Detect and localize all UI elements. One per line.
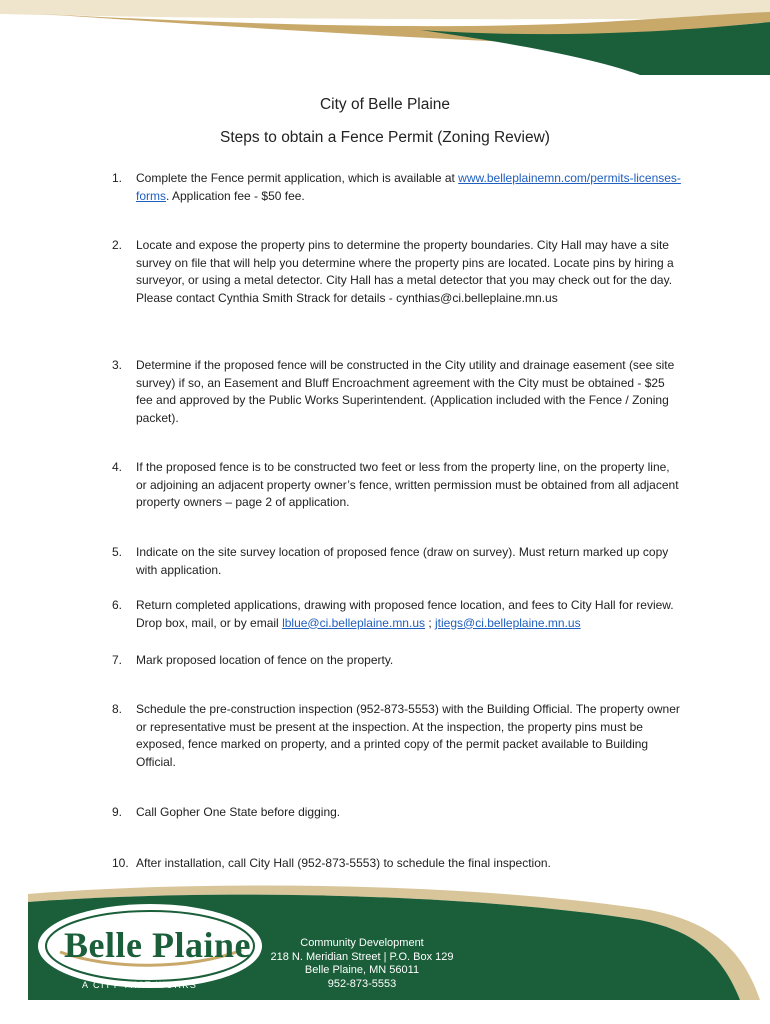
step-number: 5. [112, 545, 123, 559]
phone-number: 952-873-5553 [327, 977, 397, 990]
step-number: 8. [112, 702, 123, 716]
step-10 [112, 855, 682, 873]
step-number: 10. [112, 856, 129, 870]
step-number: 2. [112, 238, 123, 252]
step-number: 7. [112, 653, 123, 667]
department-name: Community Development [300, 937, 424, 949]
footer-contact [262, 937, 462, 991]
logo-tagline: A CITY THAT WORKS [82, 980, 198, 990]
step-text: If the proposed fence is to be constructed two feet or less from the property line, on the property line, or adjoining an adjacent property owner’s fence, written permission must be obtained from all adjacent property owners – page 2 of application. [136, 460, 679, 509]
step-number: 3. [112, 358, 123, 372]
step-text: Determine if the proposed fence will be constructed in the City utility and drainage easement (see site survey) if so, an Easement and Bluff Encroachment agreement with the City must be obtained - $25 fee and approved by the Public Works Superintendent. (Application included with the Fence / Zoning packet). [136, 358, 675, 425]
step-text: Call Gopher One State before digging. [136, 805, 341, 819]
step-text: . Application fee - $50 fee. [166, 188, 305, 203]
step-text: Locate and expose the property pins to determine the property boundaries. City Hall may have a site survey on file that will help you determine where the property pins are located. Locate pins by hiring a surveyor, or using a metal detector. City Hall has a metal detector that you may check out for the day. Please contact Cynthia Smith Strack for details - cynthias@ci.belleplaine.mn.us [136, 238, 674, 305]
step-number: 4. [112, 460, 123, 474]
permits-link[interactable]: www.belleplainemn.com/permits-licenses-forms [136, 171, 681, 203]
step-7 [112, 652, 682, 670]
email-link-jtiegs[interactable]: jtiegs@ci.belleplaine.mn.us [435, 615, 581, 630]
step-5 [112, 544, 682, 579]
address-line-2: Belle Plaine, MN 56011 [304, 964, 420, 976]
step-1 [112, 170, 682, 205]
step-text: Mark proposed location of fence on the property. [136, 653, 394, 667]
step-text: Schedule the pre-construction inspection (952-873-5553) with the Building Official. The property owner or representative must be present at the inspection. At the inspection, the property pins must be exposed, fence marked on property, and a printed copy of the permit packet available to Building Official. [136, 702, 680, 769]
step-9 [112, 804, 682, 822]
email-link-lblue[interactable]: lblue@ci.belleplaine.mn.us [282, 615, 425, 630]
step-4 [112, 459, 682, 512]
step-text: Complete the Fence permit application, which is available at [136, 171, 459, 185]
header-banner [0, 0, 770, 75]
step-6 [112, 597, 682, 632]
city-title: City of Belle Plaine [319, 96, 451, 113]
document-title: Steps to obtain a Fence Permit (Zoning Review) [220, 129, 550, 146]
step-text: After installation, call City Hall (952-873-5553) to schedule the final inspection. [136, 856, 551, 870]
step-text: Indicate on the site survey location of proposed fence (draw on survey). Must return marked up copy with application. [136, 545, 669, 577]
step-number: 1. [112, 171, 123, 185]
step-8 [112, 701, 682, 771]
belle-plaine-logo: Belle Plaine [64, 925, 251, 965]
step-text: Return completed applications, drawing with proposed fence location, and fees to City Hall for review. Drop box, mail, or by email [136, 598, 674, 630]
step-2 [112, 237, 682, 307]
step-text: ; [425, 615, 436, 630]
address-line-1: 218 N. Meridian Street | P.O. Box 129 [270, 950, 454, 963]
title-block [0, 94, 770, 149]
step-number: 6. [112, 598, 123, 612]
step-number: 9. [112, 805, 123, 819]
step-3 [112, 357, 682, 427]
